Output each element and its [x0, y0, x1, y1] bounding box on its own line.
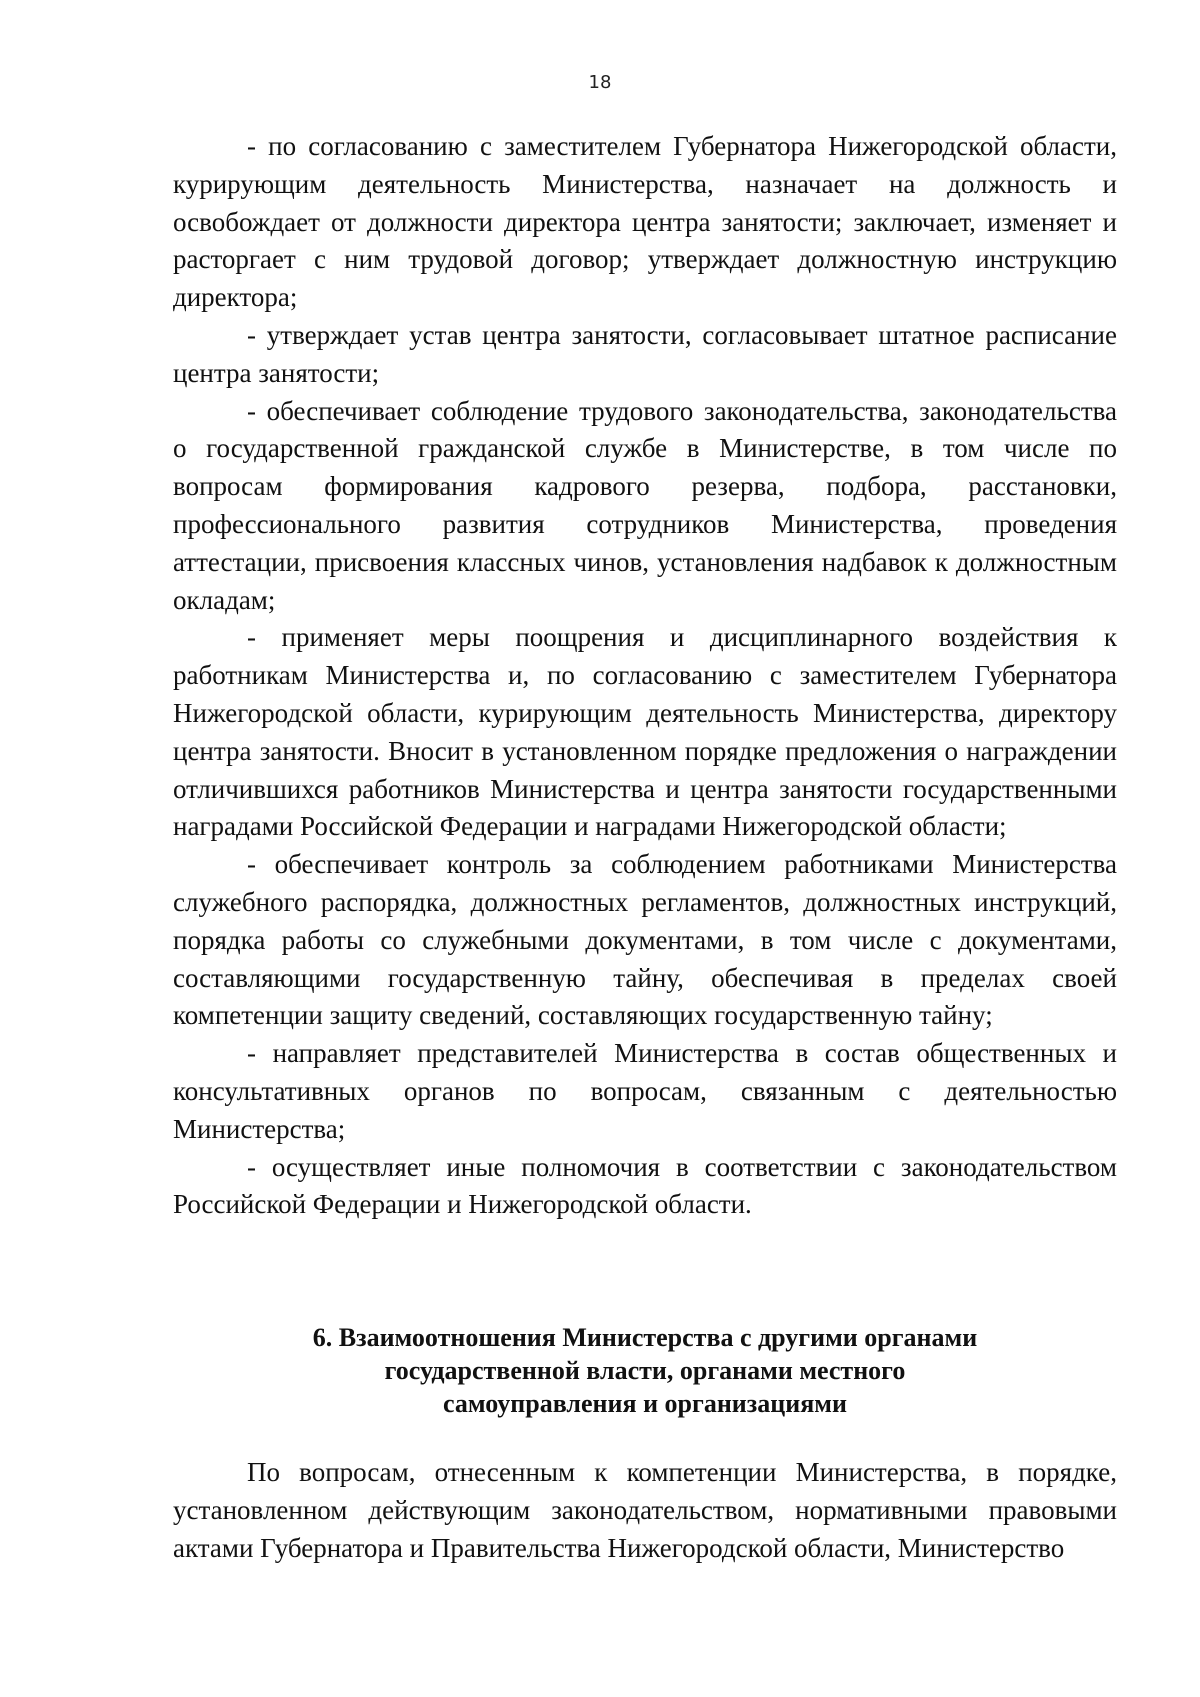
paragraph-incentives: - применяет меры поощрения и дисциплинарного воздействия к работникам Министерства и, по согласованию с заместителем Губернатора Нижегородской области, курирующим деятельность Министерства, директору центра занятости. Вносит в установленном порядке предложения о награждении отличившихся работников Министерства и центра занятости государственными наградами Российской Федерации и наградами Нижегородской области; — [173, 622, 1117, 842]
paragraph-control: - обеспечивает контроль за соблюдением работниками Министерства служебного распорядка, должностных регламентов, должностных инструкций, порядка работы со служебными документами, в том числе с документами, составляющими государственную тайну, обеспечивая в пределах своей компетенции защиту сведений, составляющих государственную тайну; — [173, 849, 1117, 1031]
section-heading-line: самоуправления и организациями — [443, 1389, 847, 1418]
paragraph-appoint-director: - по согласованию с заместителем Губернатора Нижегородской области, курирующим деятельность Министерства, назначает на должность и освобождает от должности директора центра занятости; заключает, изменяет и расторгает с ним трудовой договор; утверждает должностную инструкцию директора; — [173, 131, 1117, 313]
powers-list — [173, 128, 1117, 1224]
section-heading-line: государственной власти, органами местного — [384, 1356, 906, 1385]
section-heading-line: 6. Взаимоотношения Министерства с другими органами — [312, 1323, 978, 1352]
paragraph-labor-compliance: - обеспечивает соблюдение трудового законодательства, законодательства о государственной гражданской службе в Министерстве, в том числе по вопросам формирования кадрового резерва, подбора, расстановки, профессионального развития сотрудников Министерства, проведения аттестации, присвоения классных чинов, установления надбавок к должностным окладам; — [173, 395, 1117, 615]
paragraph-other-powers: - осуществляет иные полномочия в соответствии с законодательством Российской Федерации и Нижегородской области. — [173, 1151, 1117, 1220]
section-heading — [173, 1321, 1117, 1420]
paragraph-approve-charter: - утверждает устав центра занятости, согласовывает штатное расписание центра занятости; — [173, 319, 1117, 388]
section-paragraph: По вопросам, отнесенным к компетенции Министерства, в порядке, установленном действующим законодательством, нормативными правовыми актами Губернатора и Правительства Нижегородской области, Министерство — [173, 1457, 1117, 1564]
paragraph-representatives: - направляет представителей Министерства в состав общественных и консультативных органов по вопросам, связанным с деятельностью Министерства; — [173, 1038, 1117, 1144]
section-body — [173, 1453, 1117, 1568]
page-number: 18 — [588, 72, 612, 93]
